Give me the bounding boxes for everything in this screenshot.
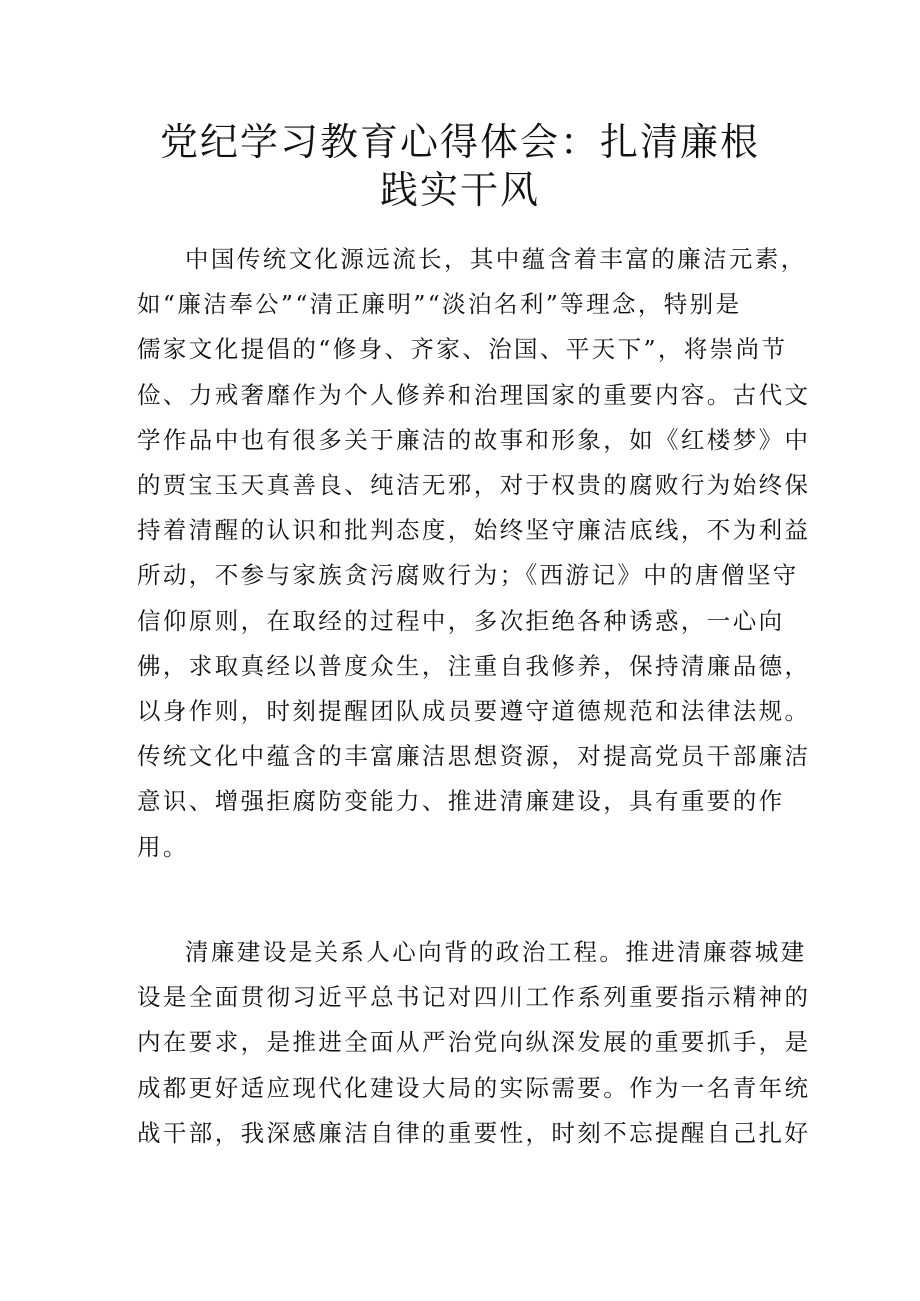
paragraph-2 <box>137 930 811 1156</box>
paragraph-line: 以身作则，时刻提醒团队成员要遵守道德规范和法律法规。 <box>137 697 811 726</box>
paragraph-line: 设是全面贯彻习近平总书记对四川工作系列重要指示精神的 <box>137 983 811 1012</box>
paragraph-line: 战干部，我深感廉洁自律的重要性，时刻不忘提醒自己扎好 <box>137 1118 811 1147</box>
paragraph-line: 学作品中也有很多关于廉洁的故事和形象，如《红楼梦》中 <box>137 425 811 454</box>
paragraph-line: 用。 <box>137 832 189 861</box>
paragraph-line: 俭、力戒奢靡作为个人修养和治理国家的重要内容。古代文 <box>137 380 811 409</box>
paragraph-line: 传统文化中蕴含的丰富廉洁思想资源，对提高党员干部廉洁 <box>137 742 811 771</box>
paragraph-line: 佛，求取真经以普度众生，注重自我修养，保持清廉品德， <box>137 651 811 680</box>
paragraph-line: 的贾宝玉天真善良、纯洁无邪，对于权贵的腐败行为始终保 <box>137 471 811 500</box>
title-line-2: 践实干风 <box>379 168 540 212</box>
paragraph-line: 成都更好适应现代化建设大局的实际需要。作为一名青年统 <box>137 1073 811 1102</box>
title-line-1: 党纪学习教育心得体会：扎清廉根 <box>159 120 760 164</box>
paragraph-line: 如“廉洁奉公”“清正廉明”“淡泊名利”等理念，特别是 <box>137 290 742 319</box>
paragraph-line: 持着清醒的认识和批判态度，始终坚守廉洁底线，不为利益 <box>137 516 811 545</box>
paragraph-line: 中国传统文化源远流长，其中蕴含着丰富的廉洁元素， <box>185 245 807 273</box>
paragraph-line: 所动，不参与家族贪污腐败行为；《西游记》中的唐僧坚守 <box>137 561 799 590</box>
paragraph-1 <box>137 237 811 870</box>
paragraph-line: 儒家文化提倡的“修身、齐家、治国、平天下”，将崇尚节 <box>137 335 788 364</box>
paragraph-line: 内在要求，是推进全面从严治党向纵深发展的重要抓手，是 <box>137 1028 811 1057</box>
document-title <box>120 118 800 214</box>
paragraph-line: 清廉建设是关系人心向背的政治工程。推进清廉蓉城建 <box>185 938 807 966</box>
paragraph-line: 意识、增强拒腐防变能力、推进清廉建设，具有重要的作 <box>137 787 785 816</box>
paragraph-line: 信仰原则，在取经的过程中，多次拒绝各种诱惑，一心向 <box>137 606 785 635</box>
